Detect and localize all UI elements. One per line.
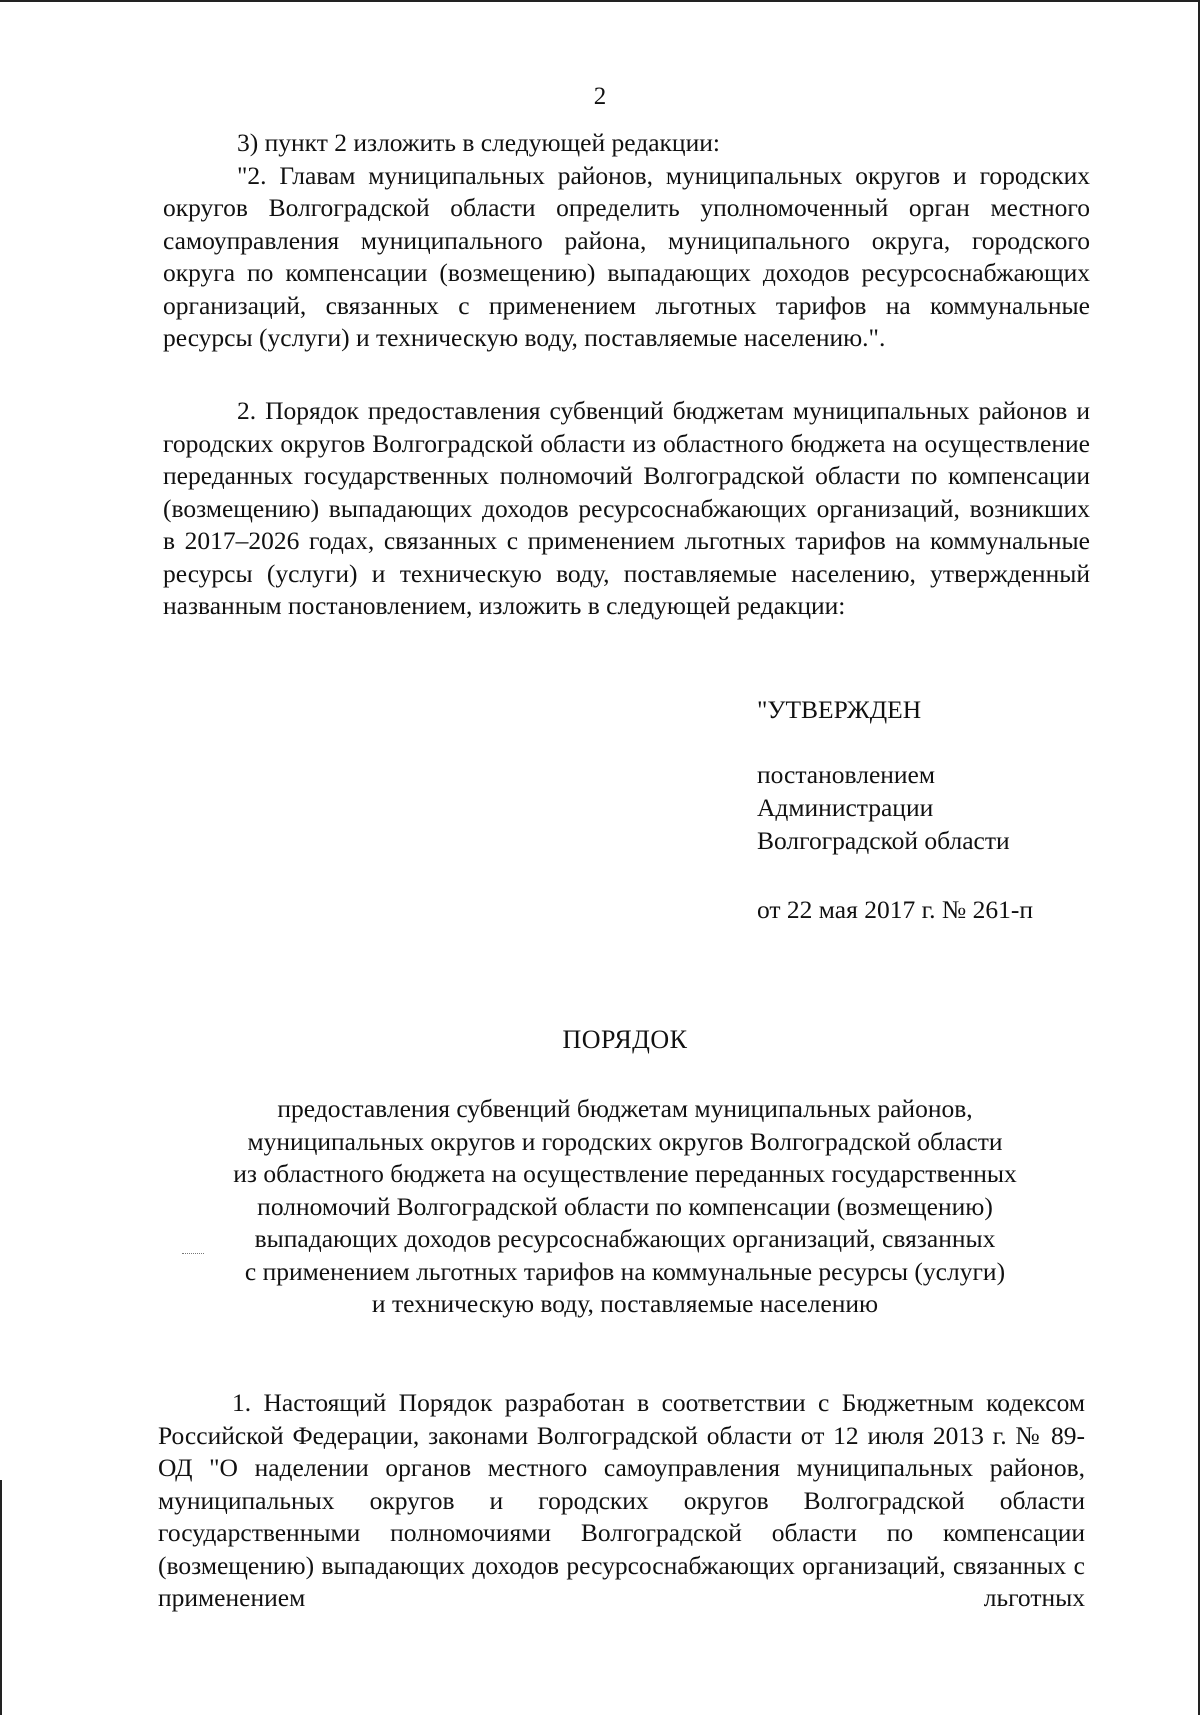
paragraph-2-text: 2. Порядок предоставления субвенций бюджетам муниципальных районов и городских округов Волгоградской области из областного бюджета на осуществление переданных государственных полномочий Волгоградской области по компенсации (возмещению) выпадающих доходов ресурсоснабжающих организаций, возникших в 2017–2026 годах, связанных с применением льготных тарифов на коммунальные ресурсы (услуги) и техническую воду, поставляемые населению, утвержденный названным постановлением, изложить в следующей редакции: — [163, 396, 1090, 620]
page-number: 2 — [593, 83, 607, 110]
document-subtitle — [160, 1093, 1090, 1321]
order-paragraph-1 — [158, 1387, 1085, 1615]
approval-line-3: Волгоградской области — [757, 826, 1010, 855]
approval-date: от 22 мая 2017 г. № 261-п — [757, 895, 1033, 924]
subtitle-line: выпадающих доходов ресурсоснабжающих организаций, связанных — [254, 1224, 996, 1253]
approval-stamp-body — [757, 758, 1010, 857]
subtitle-line: с применением льготных тарифов на коммунальные ресурсы (услуги) — [244, 1256, 1006, 1286]
scan-edge-left — [0, 1480, 2, 1715]
scan-edge-top — [0, 0, 1200, 2]
subtitle-line: из областного бюджета на осуществление переданных государственных — [233, 1159, 1017, 1188]
scan-artifact-dots — [182, 1253, 204, 1254]
amendment-paragraph-2 — [163, 395, 1090, 623]
amendment-item-3 — [163, 127, 1090, 355]
approval-line-2: Администрации — [757, 793, 934, 822]
subtitle-line: предоставления субвенций бюджетам муниципальных районов, — [277, 1094, 973, 1123]
item-3-heading: 3) пункт 2 изложить в следующей редакции: — [237, 128, 720, 157]
paragraph-1-text: 1. Настоящий Порядок разработан в соответствии с Бюджетным кодексом Российской Федерации, законами Волгоградской области от 12 июля 2013 г. № 89-ОД "О наделении органов местного самоуправления муниципальных районов, муниципальных округов и городских округов Волгоградской области государственными полномочиями Волгоградской области по компенсации (возмещению) выпадающих доходов ресурсоснабжающих организаций, связанных с применением льготных — [158, 1388, 1085, 1612]
document-title: ПОРЯДОК — [562, 1025, 688, 1054]
approval-stamp-title: "УТВЕРЖДЕН — [757, 695, 922, 724]
subtitle-line: муниципальных округов и городских округов Волгоградской области — [247, 1126, 1003, 1156]
approval-line-1: постановлением — [757, 760, 936, 789]
subtitle-line: и техническую воду, поставляемые населению — [371, 1289, 879, 1318]
item-3-quoted-text: "2. Главам муниципальных районов, муниципальных округов и городских округов Волгоградской области определить уполномоченный орган местного самоуправления муниципального района, муниципального округа, городского округа по компенсации (возмещению) выпадающих доходов ресурсоснабжающих организаций, связанных с применением льготных тарифов на коммунальные ресурсы (услуги) и техническую воду, поставляемые населению.". — [163, 160, 1090, 352]
subtitle-line: полномочий Волгоградской области по компенсации (возмещению) — [257, 1191, 993, 1221]
